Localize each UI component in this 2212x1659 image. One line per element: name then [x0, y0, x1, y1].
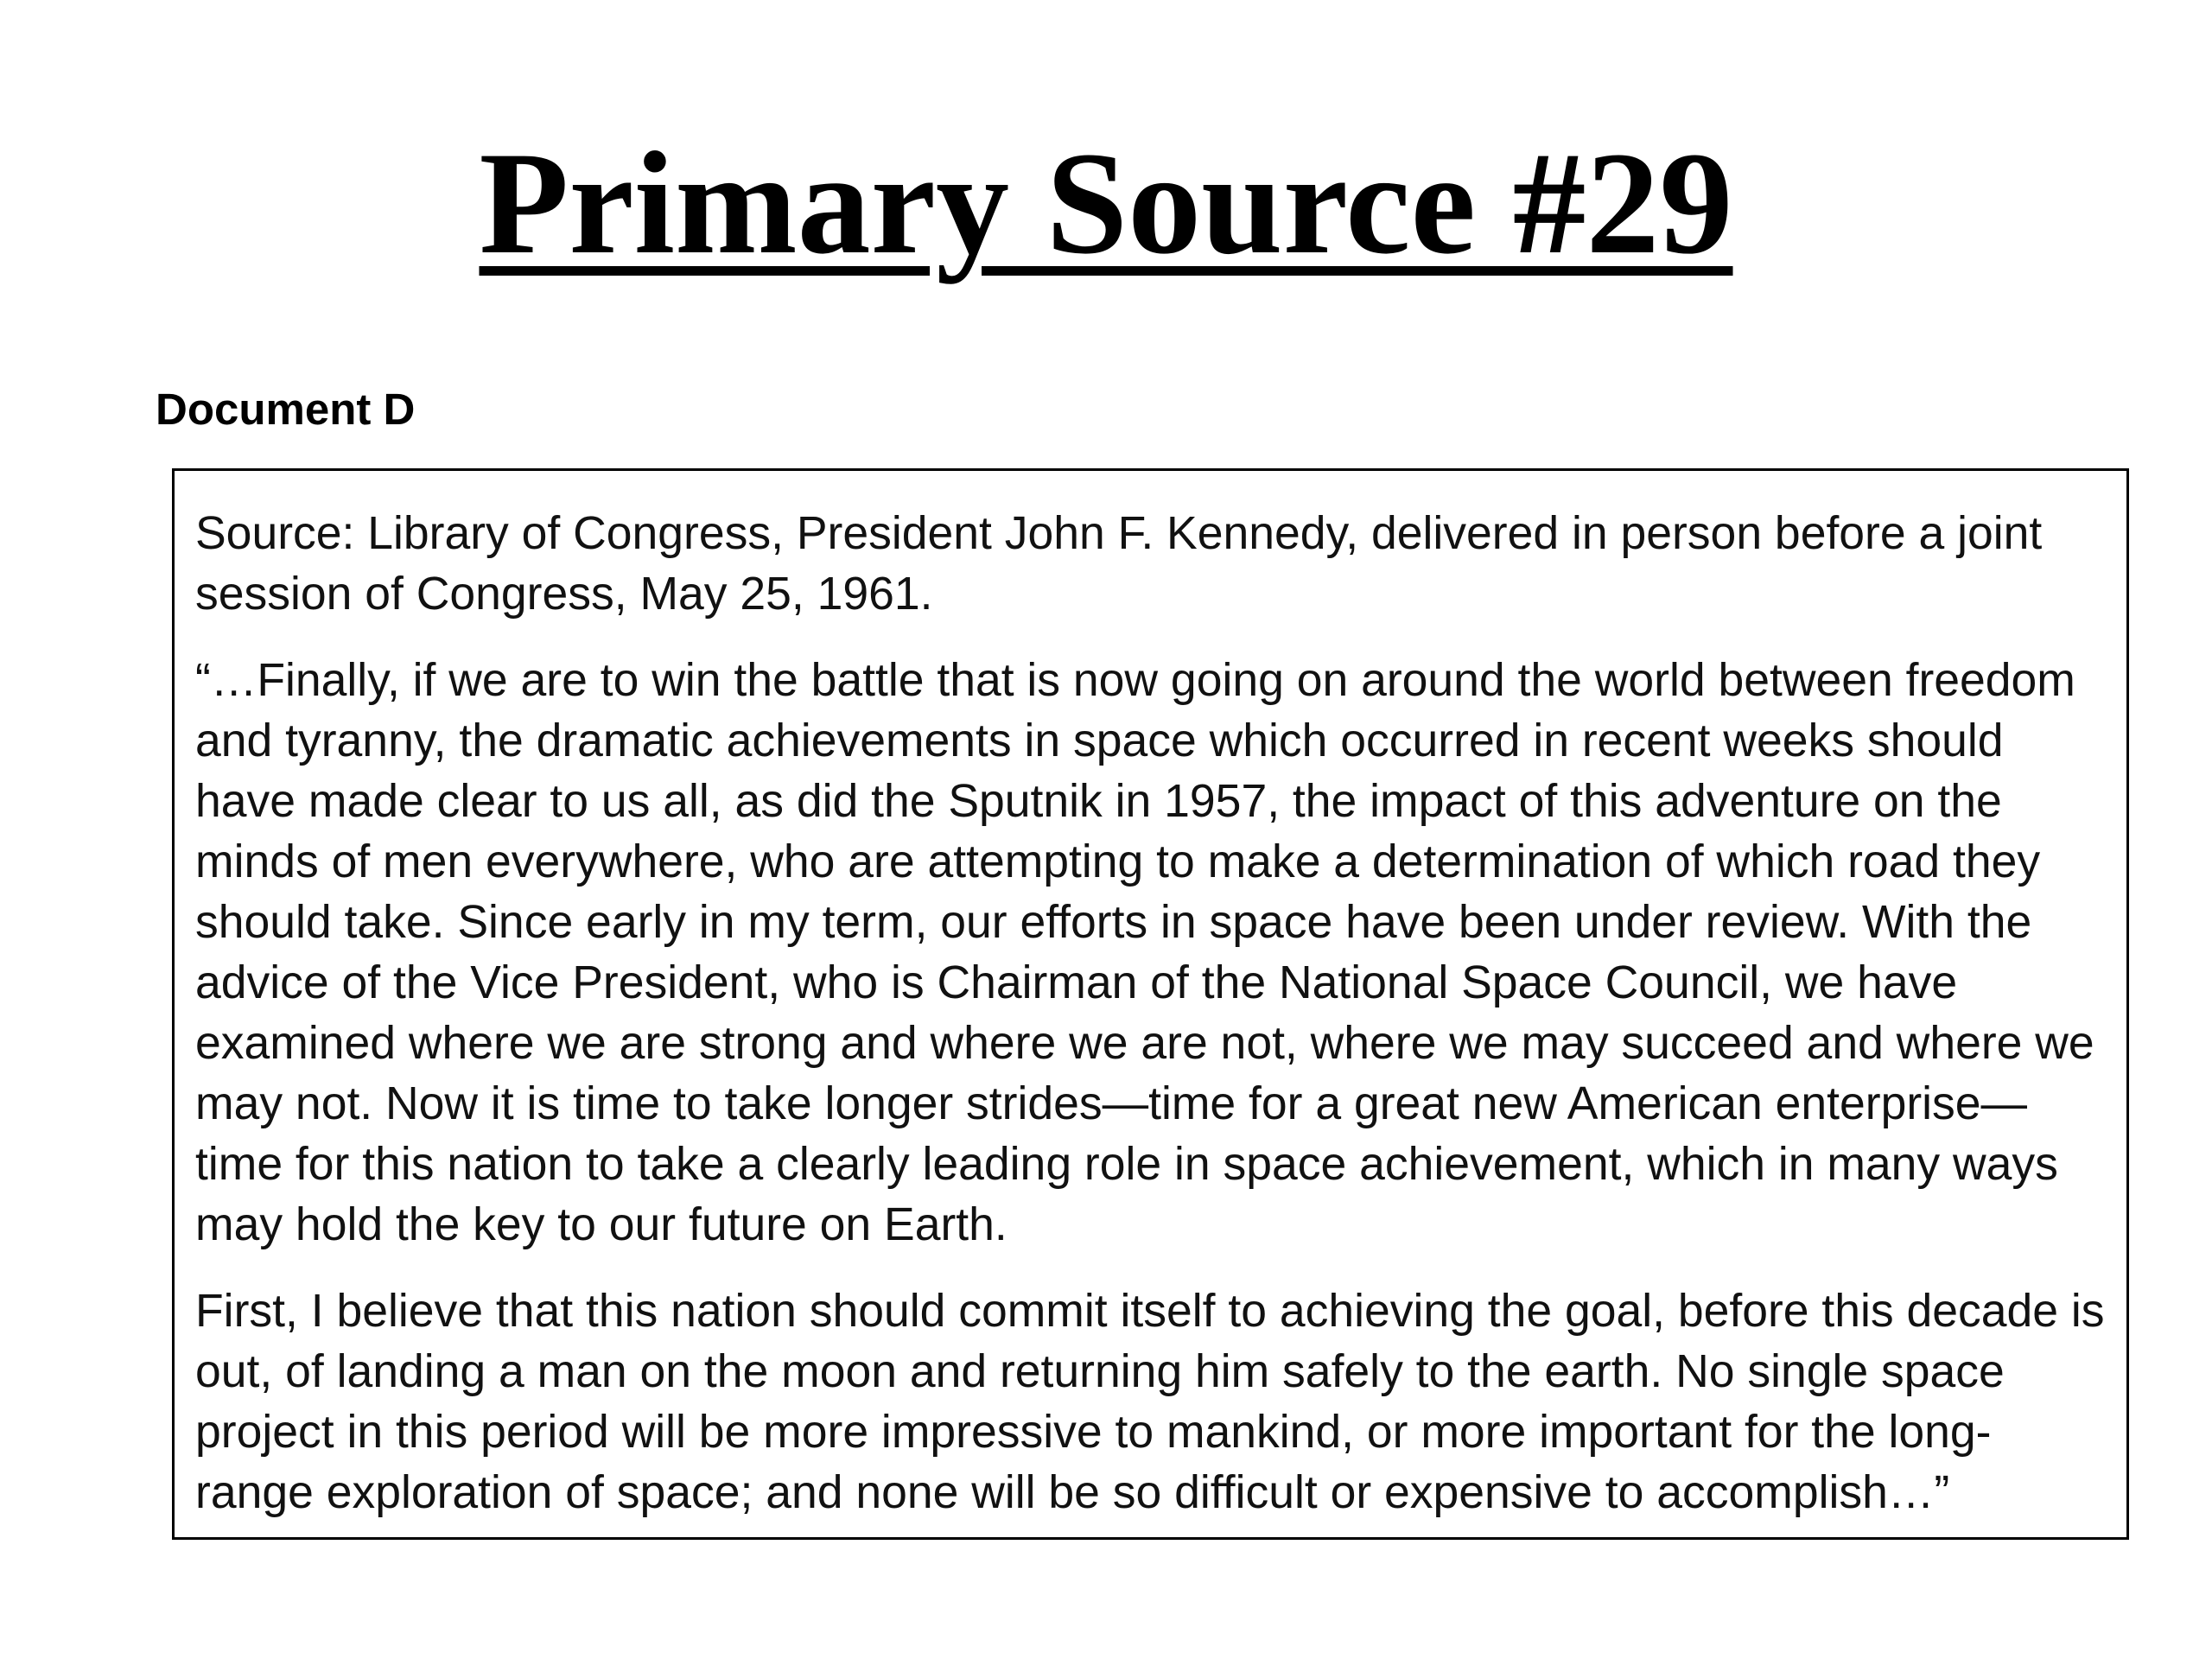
quote-paragraph-1: “…Finally, if we are to win the battle that is now going on around the world between freedom and tyranny, the dramatic achievements in space which occurred in recent weeks should have made clear to us all, as did the Sputnik in 1957, the impact of this adventure on the minds of men everywhere, who are attempting to make a determination of which road they should take. Since early in my term, our efforts in space have been under review. With the advice of the Vice President, who is Chairman of the National Space Council, we have examined where we are strong and where we are not, where we may succeed and where we may not. Now it is time to take longer strides—time for a great new American enterprise—time for this nation to take a clearly leading role in space achievement, which in many ways may hold the key to our future on Earth.: [195, 655, 2094, 1250]
page-title-text: Primary Source #29: [479, 122, 1733, 284]
quote-paragraph-2: First, I believe that this nation should commit itself to achieving the goal, before this decade is out, of landing a man on the moon and returning him safely to the earth. No single space project in this period will be more impressive to mankind, or more important for the long-range exploration of space; and none will be so difficult or expensive to accomplish…”: [195, 1286, 2105, 1518]
page-title: [0, 122, 2212, 284]
source-box: [172, 468, 2129, 1540]
document-label: Document D: [156, 385, 416, 434]
source-citation: Source: Library of Congress, President John F. Kennedy, delivered in person before a joint session of Congress, May 25, 1961.: [195, 508, 2043, 620]
